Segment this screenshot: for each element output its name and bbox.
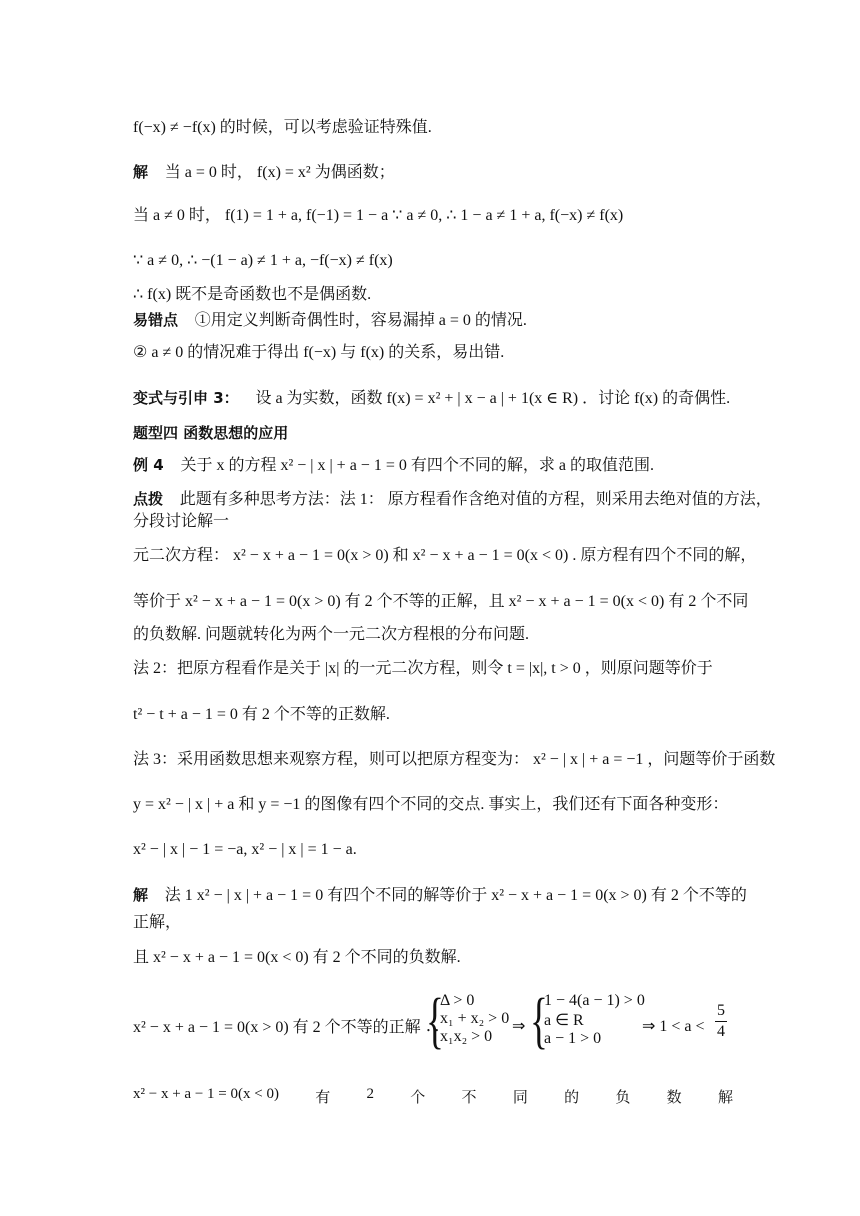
variant-line (133, 388, 730, 409)
solution-line (133, 162, 395, 183)
condition-system-1 (440, 992, 509, 1046)
text-line: x² − x + a − 1 = 0(x > 0) 有 2 个不等的正解 ∴ (133, 1019, 441, 1036)
section-heading: 题型四 函数思想的应用 (133, 424, 289, 442)
solution-label: 解 (133, 886, 149, 904)
text-span: 同 (512, 1090, 528, 1106)
error-point-line (133, 310, 527, 331)
fraction-denominator: 4 (717, 1023, 725, 1040)
text-span: x² − x + a − 1 = 0(x < 0) (133, 1086, 279, 1102)
text-line: 正解， (133, 914, 182, 931)
implies-arrow: ⇒ (512, 1018, 526, 1035)
hint-line (133, 489, 772, 510)
text-span: 不 (461, 1090, 477, 1106)
text-line: 法 2：把原方程看作是关于 |x| 的一元二次方程，则令 t = |x|, t > 0 ，则原问题等价于 (133, 660, 713, 677)
text-span: 有 (315, 1090, 331, 1106)
hint-label: 点拨 (133, 490, 164, 508)
text-line: 法 3：采用函数思想来观察方程，则可以把原方程变为： x² − | x | + a = −1 ，问题等价于函数 (133, 751, 776, 768)
condition-row: x₁x₂ > 0 (440, 1028, 493, 1045)
error-point-label: 易错点 (133, 311, 179, 329)
text-line: 且 x² − x + a − 1 = 0(x < 0) 有 2 个不同的负数解. (133, 949, 461, 966)
text-span: 关于 x 的方程 x² − | x | + a − 1 = 0 有四个不同的解，求 a 的取值范围. (180, 457, 654, 474)
text-line: ∵ a ≠ 0, ∴ −(1 − a) ≠ 1 + a, −f(−x) ≠ f(x) (133, 252, 393, 269)
condition-row: 1 − 4(a − 1) > 0 (544, 992, 645, 1009)
fraction-numerator: 5 (717, 1002, 725, 1019)
text-span: 设 a 为实数，函数 f(x) = x² + | x − a | + 1(x ∈ R) ．讨论 f(x) 的奇偶性. (255, 390, 731, 407)
variant-label: 变式与引申 3： (133, 389, 239, 407)
example-line (133, 455, 654, 476)
text-line: ∴ f(x) 既不是奇函数也不是偶函数. (133, 286, 372, 303)
text-line: x² − | x | − 1 = −a, x² − | x | = 1 − a. (133, 841, 357, 858)
condition-row: a − 1 > 0 (544, 1030, 602, 1047)
solution-line (133, 885, 747, 906)
text-span: 2 (366, 1086, 374, 1102)
condition-system-2 (544, 992, 645, 1048)
text-span: 负 (615, 1090, 631, 1106)
condition-row: a ∈ R (544, 1012, 584, 1029)
text-line: 的负数解. 问题就转化为两个一元二次方程根的分布问题. (133, 626, 530, 643)
example-label: 例 4 (133, 456, 164, 474)
text-span: 法 1 x² − | x | + a − 1 = 0 有四个不同的解等价于 x² − x + a − 1 = 0(x > 0) 有 2 个不等的 (164, 887, 747, 904)
text-line: y = x² − | x | + a 和 y = −1 的图像有四个不同的交点. 事实上，我们还有下面各种变形： (133, 796, 729, 813)
solution-label: 解 (133, 163, 149, 181)
text-span: 数 (666, 1090, 682, 1106)
condition-row: Δ > 0 (440, 992, 475, 1009)
text-line: 等价于 x² − x + a − 1 = 0(x > 0) 有 2 个不等的正解，且 x² − x + a − 1 = 0(x < 0) 有 2 个不同 (133, 593, 749, 610)
left-brace-2: { (530, 987, 548, 1055)
text-line: 当 a ≠ 0 时， f(1) = 1 + a, f(−1) = 1 − a ∵ a ≠ 0, ∴ 1 − a ≠ 1 + a, f(−x) ≠ f(x) (133, 207, 624, 224)
text-line: f(−x) ≠ −f(x) 的时候，可以考虑验证特殊值. (133, 119, 432, 136)
text-span: 此题有多种思考方法：法 1： 原方程看作含绝对值的方程，则采用去绝对值的方法， (179, 491, 772, 508)
justified-line (133, 1086, 733, 1107)
text-line: 分段讨论解一 (133, 513, 230, 530)
text-span: 的 (564, 1090, 580, 1106)
text-span: 个 (410, 1090, 426, 1106)
text-line: 元二次方程： x² − x + a − 1 = 0(x > 0) 和 x² − x + a − 1 = 0(x < 0) . 原方程有四个不同的解， (133, 547, 757, 564)
condition-row: x₁ + x₂ > 0 (440, 1010, 510, 1027)
text-span: 解 (717, 1090, 733, 1106)
text-span: ①用定义判断奇偶性时，容易漏掉 a = 0 的情况. (194, 312, 527, 329)
text-span: 当 a = 0 时， f(x) = x² 为偶函数； (164, 164, 395, 181)
result-text: ⇒ 1 < a < (642, 1018, 705, 1035)
text-line: t² − t + a − 1 = 0 有 2 个不等的正数解. (133, 706, 390, 723)
fraction (713, 1002, 729, 1041)
text-line: ② a ≠ 0 的情况难于得出 f(−x) 与 f(x) 的关系，易出错. (133, 344, 505, 361)
left-brace-1: { (426, 987, 444, 1055)
